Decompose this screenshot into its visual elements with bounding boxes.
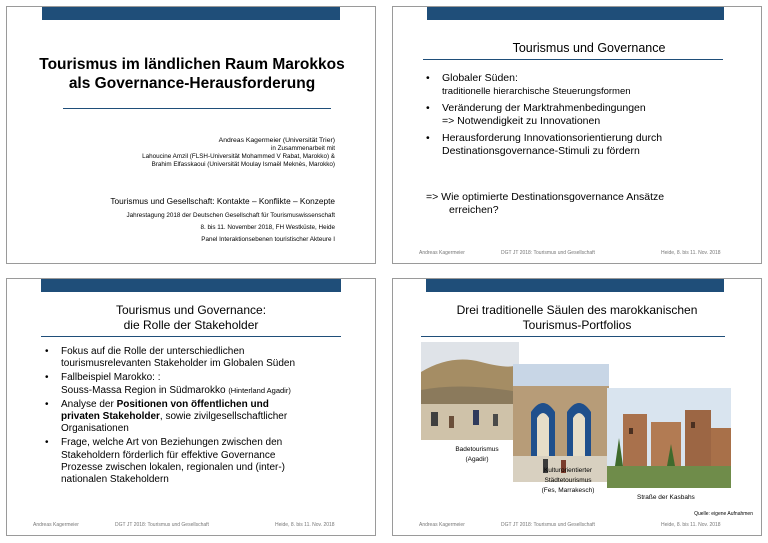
footer-conference: DGT JT 2018: Tourismus und Gesellschaft <box>501 522 595 528</box>
bullet-text: Destinationsgovernance-Stimuli zu fördern <box>442 145 640 157</box>
conference-block <box>127 210 336 246</box>
conclusion-line: => Wie optimierte Destinationsgovernance Ansätze <box>426 191 665 203</box>
title-bar <box>42 7 340 20</box>
heading-rule <box>423 59 723 60</box>
caption-line: (Agadir) <box>465 456 489 463</box>
caption-line: (Fes, Marrakesch) <box>541 487 595 494</box>
list-item <box>426 102 746 128</box>
bullet-text <box>61 385 365 397</box>
bullet-text: => Notwendigkeit zu Innovationen <box>442 115 601 127</box>
slide-stakeholder <box>6 278 376 536</box>
author-block <box>142 137 335 169</box>
bullet-text-post: , sowie zivilgesellschaftlicher <box>159 411 288 423</box>
conclusion <box>426 191 664 217</box>
bullet-text: • Fokus auf die Rolle der unterschiedlichen <box>61 346 245 357</box>
bullet-text-main: Souss-Massa Region in Südmarokko <box>61 384 226 396</box>
title-bar <box>426 279 724 292</box>
heading-line: die Rolle der Stakeholder <box>123 318 259 332</box>
caption-city <box>523 466 613 496</box>
footer-conference: DGT JT 2018: Tourismus und Gesellschaft <box>501 250 595 256</box>
kasbah-graphic <box>607 388 731 488</box>
author-line: Lahoucine Amzil (FLSH-Universität Mohammed V Rabat, Marokko) & <box>142 153 335 160</box>
author-line: Brahim Elfasskaoui (Universität Moulay Ismaël Meknès, Marokko) <box>151 161 335 168</box>
bullet-list <box>426 72 746 158</box>
bullet-text-bold: Positionen von öffentlichen und <box>116 398 269 410</box>
footer-author: Andreas Kagermeier <box>419 250 465 256</box>
slide-heading <box>397 303 757 333</box>
title-rule <box>63 108 331 109</box>
bullet-text: • Fallbeispiel Marokko: : <box>61 372 161 384</box>
city-gate-photo <box>513 364 609 482</box>
footer-location: Heide, 8. bis 11. Nov. 2018 <box>275 522 335 528</box>
heading-rule <box>41 336 341 337</box>
heading-line: Drei traditionelle Säulen des marokkanischen <box>456 303 698 317</box>
slide-governance <box>392 6 762 264</box>
caption-line: Kulturorientierter <box>543 467 593 474</box>
slide-portfolio <box>392 278 762 536</box>
bullet-text-bold: privaten Stakeholder <box>61 411 160 423</box>
conference-title: Tourismus und Gesellschaft: Kontakte – Konflikte – Konzepte <box>110 196 335 206</box>
bullet-text-pre: Analyse der <box>61 398 117 410</box>
footer-location: Heide, 8. bis 11. Nov. 2018 <box>661 250 721 256</box>
author-line: in Zusammenarbeit mit <box>270 145 335 152</box>
bullet-text: Prozesse zwischen lokalen, regionalen und (inter-) <box>61 461 286 473</box>
slide-title <box>6 6 376 264</box>
city-gate-graphic <box>513 364 609 482</box>
title-bar <box>427 7 724 20</box>
bullet-text: Organisationen <box>61 423 129 435</box>
kasbah-photo <box>607 388 731 488</box>
bullet-text: traditionelle hierarchische Steuerungsformen <box>442 86 631 97</box>
list-item <box>45 399 365 436</box>
bullet-text <box>61 411 365 423</box>
heading-line: Tourismus und Governance: <box>115 303 267 317</box>
conclusion-line: erreichen? <box>449 204 499 216</box>
beach-photo-graphic <box>421 342 519 440</box>
conference-line: Jahrestagung 2018 der Deutschen Gesellschaft für Tourismuswissenschaft <box>126 212 335 219</box>
bullet-text: • Frage, welche Art von Beziehungen zwischen den <box>61 437 283 449</box>
bullet-text-note: (Hinterland Agadir) <box>228 385 291 395</box>
bullet-text: tourismusrelevanten Stakeholder im Globalen Süden <box>61 358 296 370</box>
conference-line: 8. bis 11. November 2018, FH Westküste, Heide <box>200 224 335 231</box>
bullet-text: • Herausforderung Innovationsorientierung durch <box>442 132 663 144</box>
title-bar <box>41 279 341 292</box>
caption-line: Städtetourismus <box>544 477 592 484</box>
footer-conference: DGT JT 2018: Tourismus und Gesellschaft <box>115 522 209 528</box>
author-line: Andreas Kagermeier (Universität Trier) <box>218 137 335 144</box>
slide-footer <box>393 522 761 532</box>
heading-rule <box>421 336 725 337</box>
slide-footer <box>393 250 761 260</box>
list-item <box>426 72 746 98</box>
image-source: Quelle: eigene Aufnahmen <box>694 511 753 517</box>
bullet-list <box>45 346 365 486</box>
list-item <box>45 437 365 486</box>
slide-footer <box>7 522 375 532</box>
caption-line: Badetourismus <box>455 446 499 453</box>
list-item <box>426 132 746 158</box>
caption-kasbah: Straße der Kasbahs <box>637 494 695 501</box>
slide-heading: Tourismus und Governance <box>512 41 666 55</box>
footer-author: Andreas Kagermeier <box>33 522 79 528</box>
list-item <box>45 372 365 396</box>
slide-title-heading: Tourismus im ländlichen Raum Marokkos als Governance-Herausforderung <box>39 56 345 92</box>
bullet-text <box>61 399 365 411</box>
heading-line: Tourismus-Portfolios <box>522 318 632 332</box>
bullet-text: Stakeholdern förderlich für effektive Governance <box>61 449 276 461</box>
list-item <box>45 346 365 370</box>
bullet-text: • Globaler Süden: <box>442 72 518 84</box>
bullet-text: nationalen Stakeholdern <box>61 474 169 486</box>
conference-line: Panel Interaktionsebenen touristischer Akteure I <box>201 236 335 243</box>
footer-location: Heide, 8. bis 11. Nov. 2018 <box>661 522 721 528</box>
caption-beach <box>437 445 517 465</box>
footer-author: Andreas Kagermeier <box>419 522 465 528</box>
slide-heading <box>17 303 365 333</box>
bullet-text: • Veränderung der Marktrahmenbedingungen <box>442 102 646 114</box>
beach-photo <box>421 342 519 440</box>
